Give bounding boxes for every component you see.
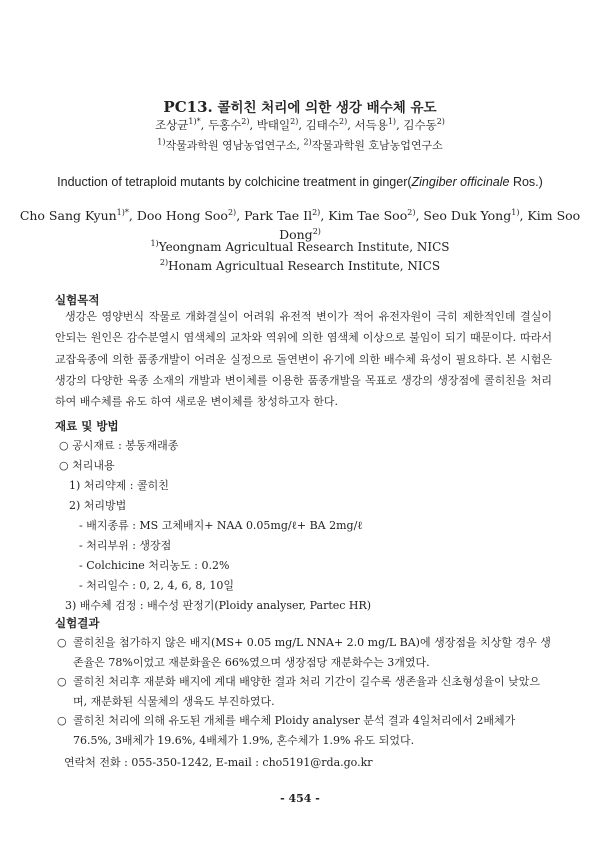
author-ko: 두홍수 [207, 118, 242, 132]
contact-info: 연락처 전화 : 055-350-1242, E-mail : cho5191@rda.go.kr [64, 756, 373, 769]
circle-bullet-icon: ○ [57, 675, 67, 688]
affiliation-ko-1: 작물과학원 영남농업연구소, [165, 139, 300, 152]
authors-korean: 조상균$^{1)*}$, 두홍수$^{2)}$, 박태일$^{2)}$, 김태수$^{2)}$, 서득용$^{1)}$, 김수동$^{2)}$ [155, 117, 445, 132]
circle-bullet-icon: ○ [57, 714, 67, 727]
purpose-heading: 실험목적 [55, 293, 100, 307]
author-en: Park Tae Il [244, 208, 313, 223]
author-ko: 김태수 [305, 118, 339, 132]
affiliations-korean: $^{1)}$작물과학원 영남농업연구소, $^{2)}$작물과학원 호남농업연구소 [157, 137, 443, 152]
purpose-paragraph: 생강은 영양번식 작물로 개화결실이 어려워 유전적 변이가 적어 유전자원이 극히 제한적인데 결실이 안되는 원인은 감수분열시 염색체의 교차와 역위에 의한 염색체 이상으로 불임이 되기 때문이다. 따라서 교잡육종에 의한 품종개발이 어려운 실정으로 돌연변이 유기에 의한 배수체 육성이 필요하다. 본 시험은 생강의 다양한 육종 소재의 개발과 변이체를 이용한 품종개발을 목표로 생강의 생장점에 콜히친을 처리하여 배수체를 유도 하여 새로운 변이체를 창성하고자 한다. [55, 310, 552, 409]
author-ko: 박태일 [256, 118, 291, 132]
author-en: Kim Soo Dong [279, 208, 581, 242]
method-line: - 배지종류 : MS 고체배지+ NAA 0.05mg/ℓ+ BA 2mg/ℓ [79, 519, 363, 532]
method-line: - Colchicine 처리농도 : 0.2% [79, 559, 230, 572]
author-en: Kim Tae Soo [328, 208, 408, 223]
method-line: 1) 처리약제 : 콜히친 [69, 479, 169, 492]
affiliation-en-1: $^{1)}$Yeongnam Agricultual Research Institute, NICS [150, 239, 450, 254]
author-en: Cho Sang Kyun [19, 208, 117, 223]
authors-english: Cho Sang Kyun$^{1)*}$, Doo Hong Soo$^{2)}$, Park Tae Il$^{2)}$, Kim Tae Soo$^{2)}$, Seo Duk Yong$^{1)}$, Kim Soo Dong$^{2)}$ [19, 207, 581, 242]
title-korean-text: 콜히친 처리에 의한 생강 배수체 유도 [217, 100, 437, 116]
method-line: - 처리일수 : 0, 2, 4, 6, 8, 10일 [79, 579, 234, 592]
list-item: ○ 콜히친 처리후 재분화 배지에 계대 배양한 결과 처리 기간이 길수록 생존율과 신초형성율이 낮았으며, 재분화된 식물체의 생육도 부진하였다. [57, 672, 552, 711]
paper-title-english: Induction of tetraploid mutants by colchicine treatment in ginger(Zingiber officinale Ros.) [57, 175, 543, 189]
paper-title-korean [0, 96, 600, 116]
author-en: Doo Hong Soo [136, 208, 228, 223]
author-en: Seo Duk Yong [423, 208, 512, 223]
method-line: ○ 공시재료 : 봉동재래종 [59, 439, 179, 452]
circle-bullet-icon: ○ [57, 636, 67, 649]
list-item: ○ 콜히친을 첨가하지 않은 배지(MS+ 0.05 mg/L NNA+ 2.0 mg/L BA)에 생장점을 치상할 경우 생존율은 78%이었고 재분화율은 66%였으며 생장점당 재분화수는 3개였다. [57, 633, 552, 672]
author-ko: 김수동 [403, 118, 437, 132]
results-list [57, 633, 552, 750]
abstract-code: PC13. [163, 98, 213, 116]
results-heading: 실험결과 [55, 616, 100, 630]
author-ko: 서득용 [354, 118, 388, 132]
author-ko: 조상균 [155, 118, 189, 132]
method-line: ○ 처리내용 [59, 459, 115, 472]
affiliation-ko-2: 작물과학원 호남농업연구소 [311, 139, 443, 152]
method-line: - 처리부위 : 생장점 [79, 539, 172, 552]
species-name: Zingiber officinale [411, 175, 510, 189]
list-item: ○ 콜히친 처리에 의해 유도된 개체를 배수체 Ploidy analyser 분석 결과 4일처리에서 2배체가 76.5%, 3배체가 19.6%, 4배체가 1.9%, 혼수체가 1.9% 유도 되었다. [57, 711, 552, 750]
method-line: 3) 배수체 검정 : 배수성 판정기(Ploidy analyser, Partec HR) [65, 599, 372, 612]
methods-heading: 재료 및 방법 [55, 419, 119, 433]
affiliation-en-2: $^{2)}$Honam Agricultual Research Institute, NICS [159, 258, 441, 273]
method-line: 2) 처리방법 [69, 499, 127, 512]
page-number: - 454 - [280, 792, 320, 805]
